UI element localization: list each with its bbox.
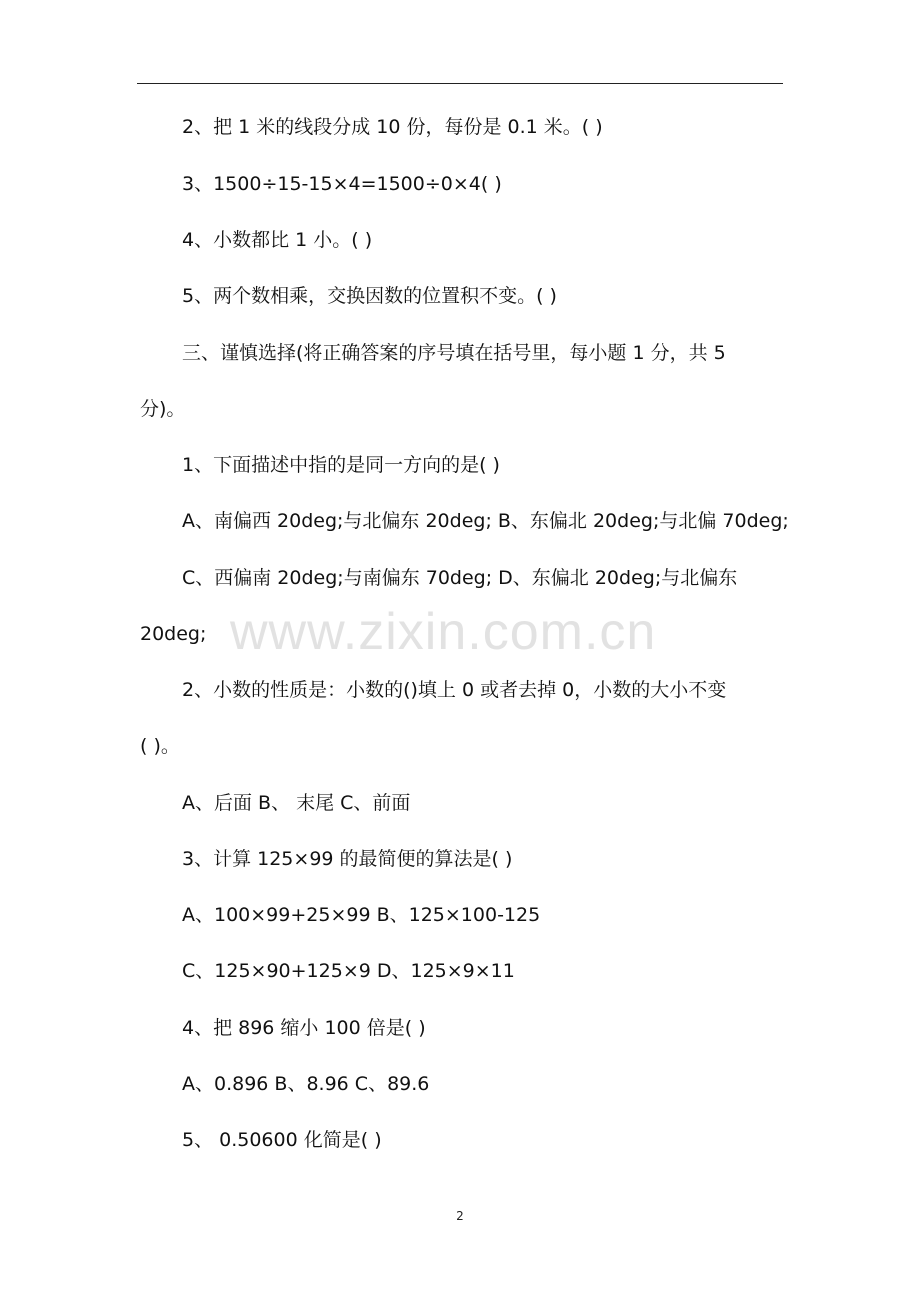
choice-question-2-options: A、后面 B、 末尾 C、前面 — [182, 792, 411, 814]
choice-question-1-options-ab: A、南偏西 20deg;与北偏东 20deg; B、东偏北 20deg;与北偏 70deg; — [182, 510, 789, 532]
choice-question-3-options-ab: A、100×99+25×99 B、125×100-125 — [182, 904, 541, 926]
choice-question-5: 5、 0.50600 化简是( ) — [182, 1129, 382, 1151]
section-heading-continued: 分)。 — [140, 398, 186, 420]
header-rule — [137, 83, 783, 84]
choice-question-4-options: A、0.896 B、8.96 C、89.6 — [182, 1073, 430, 1095]
page-number: 2 — [456, 1209, 464, 1223]
choice-question-2: 2、小数的性质是：小数的()填上 0 或者去掉 0，小数的大小不变 — [182, 679, 727, 701]
section-heading: 三、谨慎选择(将正确答案的序号填在括号里，每小题 1 分，共 5 — [182, 342, 726, 364]
choice-question-3: 3、计算 125×99 的最简便的算法是( ) — [182, 848, 513, 870]
choice-question-2-continued: ( )。 — [140, 735, 180, 757]
question-5: 5、两个数相乘，交换因数的位置积不变。( ) — [182, 285, 557, 307]
choice-question-1: 1、下面描述中指的是同一方向的是( ) — [182, 454, 500, 476]
watermark: www.zixin.com.cn — [230, 603, 657, 661]
choice-question-1-options-cd: C、西偏南 20deg;与南偏东 70deg; D、东偏北 20deg;与北偏东 — [182, 567, 738, 589]
question-3: 3、1500÷15-15×4=1500÷0×4( ) — [182, 173, 502, 195]
question-4: 4、小数都比 1 小。( ) — [182, 229, 373, 251]
choice-question-3-options-cd: C、125×90+125×9 D、125×9×11 — [182, 960, 515, 982]
choice-question-4: 4、把 896 缩小 100 倍是( ) — [182, 1017, 426, 1039]
question-2: 2、把 1 米的线段分成 10 份，每份是 0.1 米。( ) — [182, 116, 603, 138]
choice-question-1-options-cd-continued: 20deg; — [140, 623, 207, 645]
